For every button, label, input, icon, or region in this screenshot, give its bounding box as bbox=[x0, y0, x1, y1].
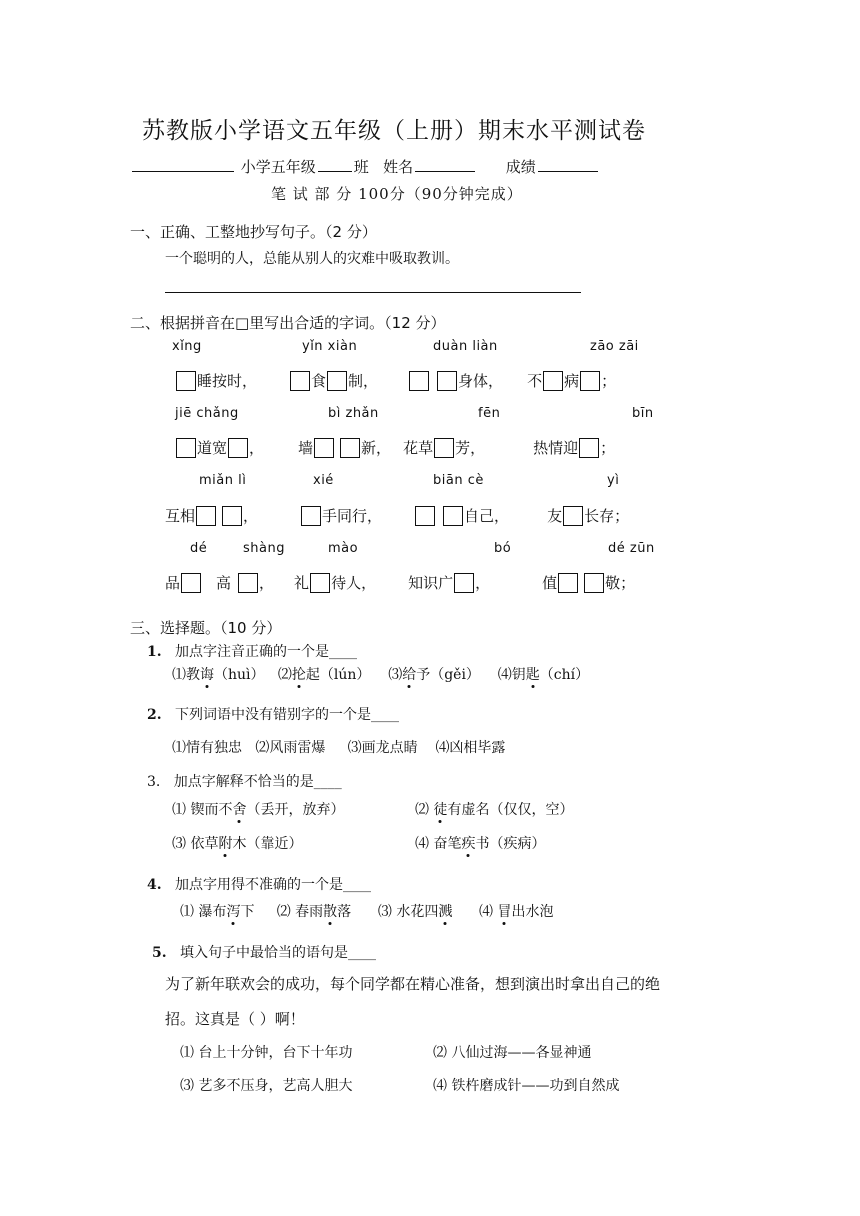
dotted-char: 溅 bbox=[438, 901, 452, 921]
row-text: 身体， bbox=[458, 372, 504, 390]
question-5-option-1: ⑴ 台上十分钟，台下十年功 bbox=[180, 1045, 353, 1061]
copy-sentence: 一个聪明的人，总能从别人的灾难中吸取教训。 bbox=[165, 251, 459, 267]
class-blank[interactable] bbox=[318, 157, 352, 172]
row-text: 知识广 bbox=[408, 574, 454, 592]
char-box[interactable] bbox=[290, 371, 310, 391]
char-box[interactable] bbox=[314, 438, 334, 458]
page-title: 苏教版小学语文五年级（上册）期末水平测试卷 bbox=[142, 118, 646, 144]
char-box[interactable] bbox=[301, 506, 321, 526]
pinyin: bó bbox=[494, 541, 512, 556]
char-box[interactable] bbox=[543, 371, 563, 391]
pinyin: duàn liàn bbox=[433, 339, 498, 354]
question-number: 4. bbox=[147, 877, 162, 893]
row-text: 品 bbox=[165, 574, 181, 592]
row-text: ， bbox=[249, 439, 265, 457]
option-text: ⑴情有独忠 bbox=[172, 740, 242, 756]
row-text: 待人， bbox=[331, 574, 377, 592]
pinyin: yǐn xiàn bbox=[302, 339, 358, 354]
option-text: 落 bbox=[337, 904, 352, 920]
row-text: ； bbox=[600, 439, 616, 457]
question-3-options-b bbox=[415, 799, 573, 819]
char-box[interactable] bbox=[563, 506, 583, 526]
student-info-line bbox=[130, 156, 600, 177]
char-box[interactable] bbox=[176, 371, 196, 391]
pinyin: xǐng bbox=[172, 339, 202, 354]
dotted-char: 舍 bbox=[232, 799, 246, 819]
option-text: ⑴教 bbox=[172, 667, 200, 683]
option-text: 起（lún） bbox=[305, 667, 371, 683]
pinyin: zāo zāi bbox=[590, 339, 639, 354]
char-box[interactable] bbox=[176, 438, 196, 458]
question-number: 2. bbox=[147, 707, 162, 723]
char-box[interactable] bbox=[409, 371, 429, 391]
option-text: ⑶ 依草 bbox=[172, 836, 219, 852]
question-4 bbox=[147, 874, 371, 894]
row-text: 新， bbox=[361, 439, 392, 457]
question-number: 5. bbox=[152, 945, 167, 961]
option-text: 木（靠近） bbox=[232, 836, 303, 852]
row-text: 热情迎 bbox=[533, 439, 579, 457]
question-1-options bbox=[172, 664, 589, 684]
question-stem: 填入句子中最恰当的语句是____ bbox=[179, 945, 376, 961]
row-text: ， bbox=[259, 574, 275, 592]
pinyin: yì bbox=[607, 473, 620, 488]
row-text: 芳， bbox=[455, 439, 486, 457]
dotted-char: 泻 bbox=[226, 901, 240, 921]
question-stem: 加点字解释不恰当的是____ bbox=[173, 774, 342, 790]
char-box[interactable] bbox=[454, 573, 474, 593]
option-text: ⑵风雨雷爆 bbox=[255, 740, 326, 756]
option-text: ⑵ 春雨 bbox=[276, 904, 324, 920]
question-3-options-d bbox=[415, 833, 545, 853]
option-text: ⑷凶相毕露 bbox=[435, 740, 506, 756]
row-text: 礼 bbox=[294, 574, 310, 592]
section1-heading: 一、正确、工整地抄写句子。（2 分） bbox=[130, 223, 377, 241]
char-box[interactable] bbox=[228, 438, 248, 458]
row-text: 长存； bbox=[584, 507, 630, 525]
section2-heading: 二、根据拼音在□里写出合适的字词。（12 分） bbox=[130, 314, 446, 332]
row-text: 病 bbox=[564, 372, 580, 390]
row-text: 友 bbox=[547, 507, 563, 525]
option-text: 下 bbox=[240, 904, 255, 920]
fill-row-1 bbox=[175, 370, 616, 391]
question-5 bbox=[152, 942, 376, 962]
char-box[interactable] bbox=[580, 371, 600, 391]
pinyin: dé bbox=[190, 541, 208, 556]
pinyin: xié bbox=[313, 473, 334, 488]
pinyin: dé zūn bbox=[608, 541, 655, 556]
option-text: 出水泡 bbox=[511, 904, 554, 920]
char-box[interactable] bbox=[579, 438, 599, 458]
dotted-char: 诲 bbox=[200, 664, 214, 684]
option-text: ⑵ bbox=[277, 667, 292, 683]
row-text: ； bbox=[601, 372, 617, 390]
pinyin: miǎn lì bbox=[199, 473, 247, 488]
option-text: （huì） bbox=[214, 667, 265, 683]
char-box[interactable] bbox=[415, 506, 435, 526]
dotted-char: 附 bbox=[218, 833, 232, 853]
question-stem: 加点字注音正确的一个是____ bbox=[174, 644, 357, 660]
copy-answer-line[interactable] bbox=[165, 292, 581, 293]
char-box[interactable] bbox=[437, 371, 457, 391]
pinyin: biān cè bbox=[433, 473, 484, 488]
row-text: ， bbox=[475, 574, 491, 592]
row-text: 手同行， bbox=[322, 507, 383, 525]
row-text: 花草 bbox=[403, 439, 434, 457]
row-text: 值 bbox=[542, 574, 558, 592]
question-3-options-a bbox=[172, 799, 344, 819]
option-text: ⑶ 水花四 bbox=[377, 904, 439, 920]
name-label: 姓名 bbox=[383, 158, 414, 176]
char-box[interactable] bbox=[222, 506, 242, 526]
row-text: 互相 bbox=[165, 507, 196, 525]
pinyin: bì zhǎn bbox=[328, 406, 379, 421]
dotted-char: 匙 bbox=[526, 664, 540, 684]
option-text: （chí） bbox=[539, 667, 590, 683]
dotted-char: 徒 bbox=[433, 799, 447, 819]
dotted-char: 疾 bbox=[461, 833, 475, 853]
option-text: ⑶ bbox=[388, 667, 403, 683]
row-text: 道宽 bbox=[197, 439, 228, 457]
question-stem: 加点字用得不准确的一个是____ bbox=[174, 877, 371, 893]
question-3 bbox=[147, 771, 342, 791]
char-box[interactable] bbox=[181, 573, 201, 593]
question-number: 1. bbox=[147, 644, 162, 660]
option-text: ⑴ 锲而不 bbox=[172, 802, 233, 818]
question-3-options-c bbox=[172, 833, 302, 853]
name-blank[interactable] bbox=[415, 157, 475, 172]
option-text: 有虚名（仅仅，空） bbox=[447, 802, 574, 818]
question-number: 3. bbox=[147, 774, 161, 790]
char-box[interactable] bbox=[310, 573, 330, 593]
dotted-char: 抡 bbox=[292, 664, 306, 684]
char-box[interactable] bbox=[558, 573, 578, 593]
question-stem: 下列词语中没有错别字的一个是____ bbox=[174, 707, 399, 723]
char-box[interactable] bbox=[434, 438, 454, 458]
char-box[interactable] bbox=[340, 438, 360, 458]
question-2 bbox=[147, 704, 399, 724]
char-box[interactable] bbox=[196, 506, 216, 526]
row-text: 自己， bbox=[464, 507, 510, 525]
char-box[interactable] bbox=[238, 573, 258, 593]
pinyin: jiē chǎng bbox=[175, 406, 239, 421]
row-text: 不 bbox=[527, 372, 543, 390]
pinyin: fēn bbox=[478, 406, 501, 421]
score-label: 成绩 bbox=[505, 158, 536, 176]
char-box[interactable] bbox=[443, 506, 463, 526]
class-label: 班 bbox=[353, 158, 369, 176]
dotted-char: 散 bbox=[323, 901, 337, 921]
option-text: （丢开，放弃） bbox=[246, 802, 345, 818]
char-box[interactable] bbox=[327, 371, 347, 391]
question-2-options bbox=[172, 737, 505, 757]
question-1 bbox=[147, 641, 357, 661]
option-text: ⑴ 瀑布 bbox=[180, 904, 227, 920]
fill-row-4 bbox=[165, 572, 635, 593]
row-text: 睡按时， bbox=[197, 372, 258, 390]
fill-row-3 bbox=[165, 505, 629, 526]
pinyin: bīn bbox=[632, 406, 654, 421]
dotted-char: 给 bbox=[402, 664, 416, 684]
option-text: 予（gěi） bbox=[416, 667, 480, 683]
option-text: ⑵ bbox=[415, 802, 434, 818]
grade-label: 小学五年级 bbox=[240, 158, 316, 176]
question-4-options bbox=[180, 901, 553, 921]
question-5-paragraph-line2: 招。这真是（ ）啊！ bbox=[165, 1010, 305, 1028]
fill-row-2 bbox=[175, 437, 615, 458]
question-5-paragraph-line1: 为了新年联欢会的成功，每个同学都在精心准备，想到演出时拿出自己的绝 bbox=[165, 975, 661, 993]
row-text: 制， bbox=[348, 372, 379, 390]
row-text: 高 bbox=[216, 574, 232, 592]
option-text: ⑷ bbox=[479, 904, 498, 920]
pinyin: mào bbox=[328, 541, 359, 556]
row-text: ， bbox=[243, 507, 259, 525]
row-text: 食 bbox=[311, 372, 327, 390]
question-5-option-2: ⑵ 八仙过海——各显神通 bbox=[433, 1045, 592, 1061]
row-text: 敬； bbox=[605, 574, 636, 592]
dotted-char: 冒 bbox=[497, 901, 511, 921]
char-box[interactable] bbox=[584, 573, 604, 593]
exam-subtitle: 笔 试 部 分 100分（90分钟完成） bbox=[271, 185, 523, 203]
option-text: ⑷ 奋笔 bbox=[415, 836, 462, 852]
school-blank[interactable] bbox=[132, 157, 234, 172]
section3-heading: 三、选择题。（10 分） bbox=[130, 619, 282, 637]
row-text: 墙 bbox=[298, 439, 314, 457]
question-5-option-3: ⑶ 艺多不压身，艺高人胆大 bbox=[180, 1078, 353, 1094]
option-text: 书（疾病） bbox=[475, 836, 546, 852]
pinyin: shàng bbox=[243, 541, 285, 556]
question-5-option-4: ⑷ 铁杵磨成针——功到自然成 bbox=[433, 1078, 620, 1094]
score-blank[interactable] bbox=[538, 157, 598, 172]
option-text: ⑷钥 bbox=[497, 667, 526, 683]
option-text: ⑶画龙点睛 bbox=[347, 740, 418, 756]
